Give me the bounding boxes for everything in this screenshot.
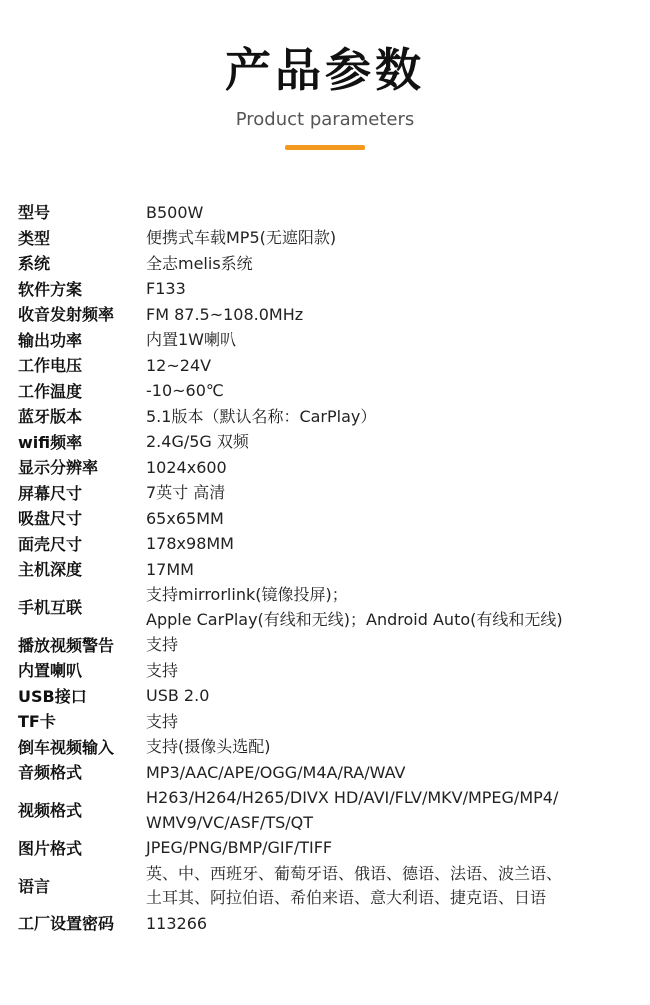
spec-value bbox=[146, 405, 638, 430]
spec-label: 倒车视频输入 bbox=[18, 737, 115, 757]
spec-row bbox=[18, 911, 638, 937]
spec-label: 系统 bbox=[18, 254, 51, 274]
spec-value bbox=[146, 862, 638, 911]
spec-value-line: 65x65MM bbox=[146, 508, 224, 528]
spec-label: 主机深度 bbox=[18, 560, 83, 580]
spec-value bbox=[146, 558, 638, 583]
spec-value bbox=[146, 252, 638, 277]
page-subtitle: Product parameters bbox=[235, 109, 415, 130]
spec-row bbox=[18, 455, 638, 481]
spec-label: 显示分辨率 bbox=[18, 458, 99, 478]
spec-value bbox=[146, 633, 638, 658]
spec-value bbox=[146, 836, 638, 861]
spec-value-line: 支持 bbox=[146, 660, 179, 680]
spec-row bbox=[18, 481, 638, 507]
spec-value-line: 便携式车载MP5(无遮阳款) bbox=[146, 228, 337, 247]
spec-value bbox=[146, 684, 638, 709]
spec-row bbox=[18, 709, 638, 735]
spec-row bbox=[18, 506, 638, 532]
spec-value-line: 5.1版本（默认名称：CarPlay） bbox=[146, 406, 377, 426]
spec-value bbox=[146, 659, 638, 684]
spec-value bbox=[146, 507, 638, 532]
spec-label: 面壳尺寸 bbox=[18, 534, 83, 554]
spec-row bbox=[18, 430, 638, 456]
spec-label: 播放视频警告 bbox=[18, 635, 115, 655]
spec-value bbox=[146, 201, 638, 226]
spec-value bbox=[146, 912, 638, 937]
spec-row bbox=[18, 379, 638, 405]
spec-value bbox=[146, 430, 638, 455]
spec-label: 视频格式 bbox=[18, 801, 83, 820]
spec-row bbox=[18, 633, 638, 659]
spec-value bbox=[146, 456, 638, 481]
spec-row bbox=[18, 302, 638, 328]
spec-value-line: H263/H264/H265/DIVX HD/AVI/FLV/MKV/MPEG/MP4/ bbox=[146, 788, 559, 807]
spec-row bbox=[18, 684, 638, 710]
spec-value-line: 17MM bbox=[146, 559, 194, 579]
spec-label: 输出功率 bbox=[18, 330, 83, 350]
spec-label: 类型 bbox=[18, 228, 51, 248]
spec-label: 蓝牙版本 bbox=[18, 407, 83, 427]
spec-value bbox=[146, 532, 638, 557]
spec-value-line: F133 bbox=[146, 279, 186, 298]
spec-value-line: 内置1W喇叭 bbox=[146, 330, 237, 349]
spec-label: 手机互联 bbox=[18, 598, 83, 617]
spec-value-line: 7英寸 高清 bbox=[146, 483, 226, 502]
spec-value-line: 2.4G/5G 双频 bbox=[146, 432, 249, 451]
spec-row bbox=[18, 557, 638, 583]
spec-label: 工厂设置密码 bbox=[18, 914, 115, 934]
spec-value-line: FM 87.5~108.0MHz bbox=[146, 304, 304, 324]
spec-value-line: 英、中、西班牙、葡萄牙语、俄语、德语、法语、波兰语、 bbox=[146, 863, 563, 883]
spec-value-line: 支持 bbox=[146, 635, 179, 654]
spec-value-line: 113266 bbox=[146, 913, 208, 933]
spec-label: 吸盘尺寸 bbox=[18, 509, 83, 529]
spec-row bbox=[18, 658, 638, 684]
spec-value-line: -10~60℃ bbox=[146, 381, 224, 400]
spec-value-line: USB 2.0 bbox=[146, 686, 210, 705]
spec-row bbox=[18, 251, 638, 277]
spec-row bbox=[18, 760, 638, 786]
spec-label: 屏幕尺寸 bbox=[18, 483, 83, 503]
spec-value bbox=[146, 277, 638, 302]
spec-value bbox=[146, 303, 638, 328]
spec-label: 工作电压 bbox=[18, 356, 83, 376]
spec-row bbox=[18, 836, 638, 862]
spec-value bbox=[146, 761, 638, 786]
spec-label: USB接口 bbox=[18, 686, 87, 706]
spec-value-line: 12~24V bbox=[146, 355, 212, 375]
page-title: 产品参数 bbox=[225, 43, 425, 97]
spec-value-line: B500W bbox=[146, 202, 204, 222]
spec-value-line: 支持mirrorlink(镜像投屏)； bbox=[146, 585, 348, 604]
spec-value bbox=[146, 328, 638, 353]
spec-row bbox=[18, 353, 638, 379]
spec-value-line: 支持(摄像头选配) bbox=[146, 737, 271, 756]
spec-label: TF卡 bbox=[18, 712, 56, 732]
spec-row bbox=[18, 532, 638, 558]
spec-label: 工作温度 bbox=[18, 381, 83, 401]
spec-value bbox=[146, 354, 638, 379]
spec-row bbox=[18, 786, 638, 836]
spec-value bbox=[146, 226, 638, 251]
spec-row bbox=[18, 277, 638, 303]
spec-row bbox=[18, 404, 638, 430]
spec-value-line: MP3/AAC/APE/OGG/M4A/RA/WAV bbox=[146, 762, 406, 782]
spec-row bbox=[18, 861, 638, 911]
spec-value bbox=[146, 735, 638, 760]
spec-value bbox=[146, 379, 638, 404]
spec-value bbox=[146, 583, 638, 632]
spec-value bbox=[146, 710, 638, 735]
spec-value-line: 1024x600 bbox=[146, 457, 227, 477]
spec-label: 内置喇叭 bbox=[18, 661, 83, 681]
spec-table bbox=[18, 200, 638, 937]
spec-row bbox=[18, 583, 638, 633]
spec-value-line: 土耳其、阿拉伯语、希伯来语、意大利语、捷克语、日语 bbox=[146, 888, 547, 907]
spec-value bbox=[146, 786, 638, 835]
spec-row bbox=[18, 226, 638, 252]
spec-row bbox=[18, 735, 638, 761]
title-accent-bar bbox=[285, 145, 365, 150]
spec-label: wifi频率 bbox=[18, 432, 83, 452]
spec-label: 型号 bbox=[18, 203, 51, 223]
spec-row bbox=[18, 328, 638, 354]
spec-label: 收音发射频率 bbox=[18, 305, 115, 325]
spec-value bbox=[146, 481, 638, 506]
spec-label: 图片格式 bbox=[18, 838, 83, 858]
spec-value-line: 178x98MM bbox=[146, 534, 234, 553]
spec-label: 语言 bbox=[18, 876, 51, 896]
spec-label: 音频格式 bbox=[18, 763, 83, 783]
spec-row bbox=[18, 200, 638, 226]
spec-value-line: 全志melis系统 bbox=[146, 253, 253, 273]
spec-value-line: Apple CarPlay(有线和无线)；Android Auto(有线和无线) bbox=[146, 609, 563, 629]
spec-value-line: 支持 bbox=[146, 711, 179, 731]
spec-label: 软件方案 bbox=[18, 279, 83, 299]
spec-value-line: JPEG/PNG/BMP/GIF/TIFF bbox=[146, 838, 333, 857]
spec-value-line: WMV9/VC/ASF/TS/QT bbox=[146, 812, 314, 832]
